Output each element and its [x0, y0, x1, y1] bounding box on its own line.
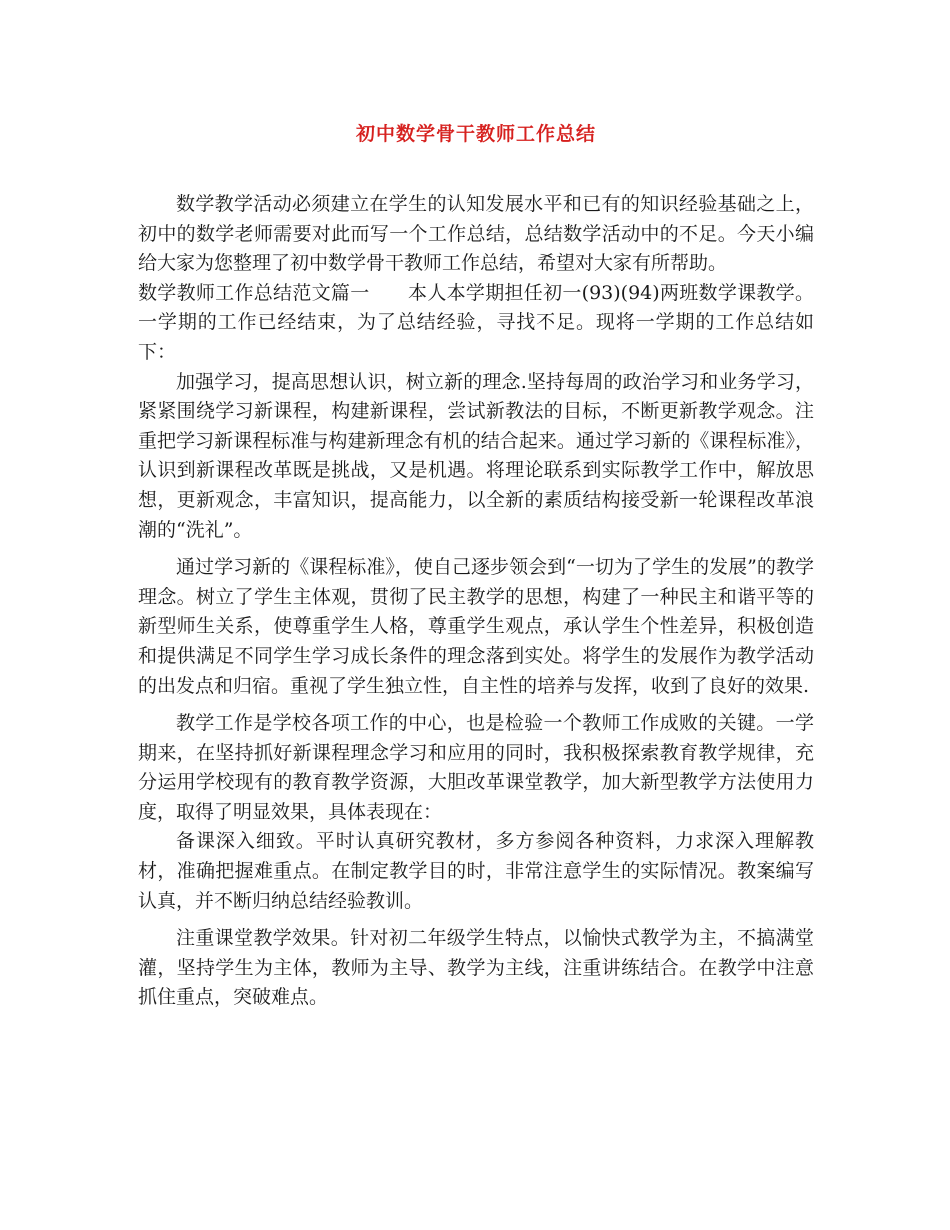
paragraph-classroom-effect: 注重课堂教学效果。针对初二年级学生特点，以愉快式教学为主，不搞满堂灌，坚持学生为主体，教师为主导、教学为主线，注重讲练结合。在教学中注意抓住重点，突破难点。 — [138, 927, 814, 1009]
paragraph-section-heading: 数学教师工作总结范文篇一 本人本学期担任初一(93)(94)两班数学课教学。一学期的工作已经结束，为了总结经验，寻找不足。现将一学期的工作总结如下： — [138, 281, 814, 363]
document-title: 初中数学骨干教师工作总结 — [355, 123, 596, 145]
paragraph-curriculum-standard: 通过学习新的《课程标准》，使自己逐步领会到“一切为了学生的发展”的教学理念。树立了学生主体观，贯彻了民主教学的思想，构建了一种民主和谐平等的新型师生关系，使尊重学生人格，尊重学生观点，承认学生个性差异，积极创造和提供满足不同学生学习成长条件的理念落到实处。将学生的发展作为教学活动的出发点和归宿。重视了学生独立性，自主性的培养与发挥，收到了良好的效果. — [138, 556, 814, 697]
paragraph-lesson-prep: 备课深入细致。平时认真研究教材，多方参阅各种资料，力求深入理解教材，准确把握难重点。在制定教学目的时，非常注意学生的实际情况。教案编写认真，并不断归纳总结经验教训。 — [138, 830, 814, 912]
document-page — [138, 120, 814, 1013]
paragraph-intro: 数学教学活动必须建立在学生的认知发展水平和已有的知识经验基础之上，初中的数学老师需要对此而写一个工作总结，总结数学活动中的不足。今天小编给大家为您整理了初中数学骨干教师工作总结，希望对大家有所帮助。 — [138, 193, 814, 275]
paragraph-study: 加强学习，提高思想认识，树立新的理念.坚持每周的政治学习和业务学习，紧紧围绕学习新课程，构建新课程，尝试新教法的目标，不断更新教学观念。注重把学习新课程标准与构建新理念有机的结合起来。通过学习新的《课程标准》，认识到新课程改革既是挑战，又是机遇。将理论联系到实际教学工作中，解放思想，更新观念，丰富知识，提高能力，以全新的素质结构接受新一轮课程改革浪潮的“洗礼”。 — [138, 370, 814, 541]
paragraph-teaching-work: 教学工作是学校各项工作的中心，也是检验一个教师工作成败的关键。一学期来，在坚持抓好新课程理念学习和应用的同时，我积极探索教育教学规律，充分运用学校现有的教育教学资源，大胆改革课堂教学，加大新型教学方法使用力度，取得了明显效果，具体表现在： — [138, 712, 814, 823]
